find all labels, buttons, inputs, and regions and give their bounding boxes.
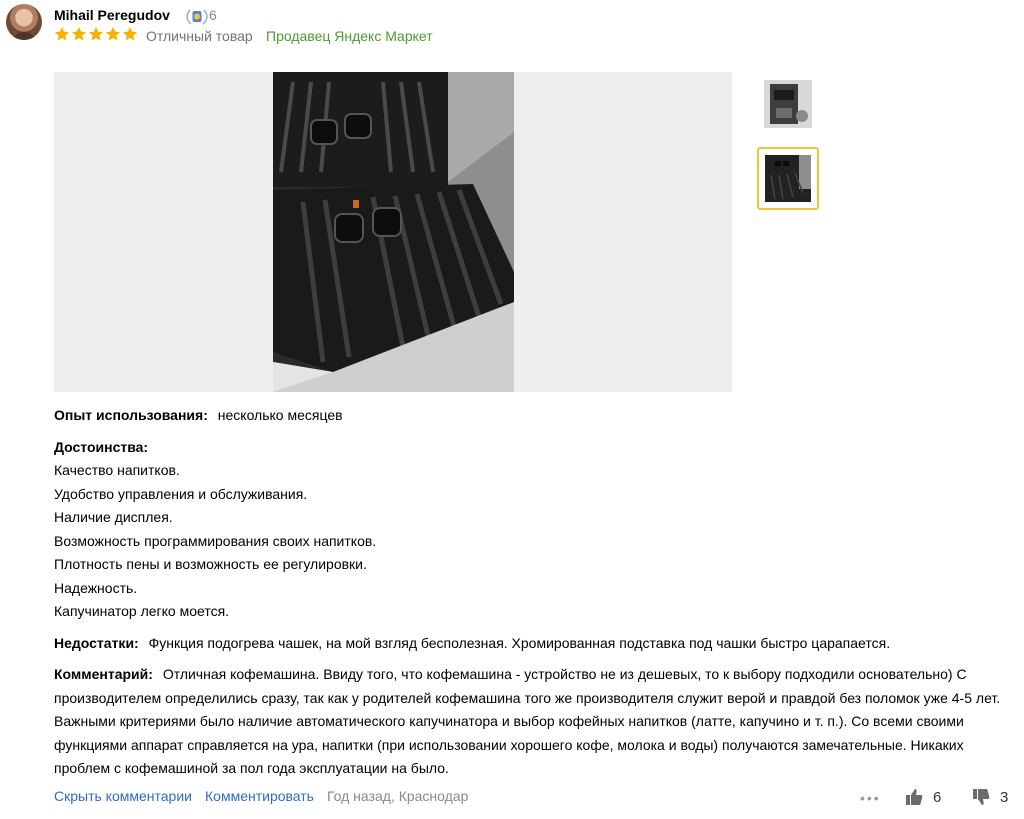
coffee-machine-drip-tray-photo [273,72,514,392]
experience-label: Опыт использования: [54,407,208,423]
gallery-thumbnail-1[interactable] [764,80,812,128]
main-photo[interactable] [273,72,514,392]
review-footer [54,788,1024,810]
add-comment-link[interactable]: Комментировать [205,788,314,804]
pros-item: Надежность. [54,579,138,596]
thumbnail-photo [765,155,811,202]
gallery-thumbnail-2-selected[interactable] [757,147,819,210]
cons-section [54,632,1014,656]
pros-item: Возможность программирования своих напитков. [54,532,377,549]
thumbs-down-icon [972,788,990,806]
dislike-count: 3 [1000,788,1009,806]
thumbnail-photo [764,80,812,128]
review-body [54,404,1014,789]
star-icon [71,26,87,42]
like-button[interactable] [905,788,941,806]
avatar[interactable] [6,4,42,40]
more-dots-icon[interactable]: ••• [860,790,881,806]
photo-gallery [54,72,732,392]
pros-item: Качество напитков. [54,462,180,478]
pros-label: Достоинства: [54,438,149,455]
gallery-thumbnail-2 [765,155,811,202]
rating-stars [54,26,138,42]
experience-value: несколько месяцев [217,407,343,423]
star-icon [122,26,138,42]
cons-label: Недостатки: [54,634,139,651]
badge-count: 6 [209,7,217,23]
laurel-badge-icon[interactable] [184,8,210,26]
comment-value: Отличная кофемашина. Ввиду того, что кофемашина - устройство не из дешевых, то к выбору подходили основательно) С производителем определились сразу, так как у родителей кофемашина того же производителя служит верой и правдой без поломок уже 4-5 лет. Важными критериями было наличие автоматического капучинатора и выбор кофейных напитков (латте, капучино и т. п.). Со всеми своими функциями аппарат справляется на ура, напитки (при использовании хорошего кофе, молока и воды) получаются замечательные. Никаких проблем с кофемашиной за пол года эксплуатации на было. [54,666,1001,776]
like-count: 6 [933,788,942,806]
pros-item: Капучинатор легко моется. [54,603,230,619]
pros-item: Удобство управления и обслуживания. [54,485,308,502]
comment-label: Комментарий: [54,666,153,682]
hide-comments-link[interactable]: Скрыть комментарии [54,788,192,804]
experience-section [54,404,1014,428]
cons-value: Функция подогрева чашек, на мой взгляд бесполезная. Хромированная подставка под чашки быстро царапается. [148,634,891,651]
author-name[interactable]: Mihail Peregudov [54,7,170,23]
rating-text: Отличный товар [146,28,253,44]
dislike-button[interactable] [972,788,1008,806]
star-icon [54,26,70,42]
pros-item: Наличие дисплея. [54,509,173,525]
pros-section [54,436,1014,624]
comment-section [54,663,1014,781]
seller-badge: Продавец Яндекс Маркет [266,28,433,44]
pros-item: Плотность пены и возможность ее регулировки. [54,556,367,572]
star-icon [88,26,104,42]
star-icon [105,26,121,42]
thumbs-up-icon [905,788,923,806]
review-meta: Год назад, Краснодар [327,788,469,804]
